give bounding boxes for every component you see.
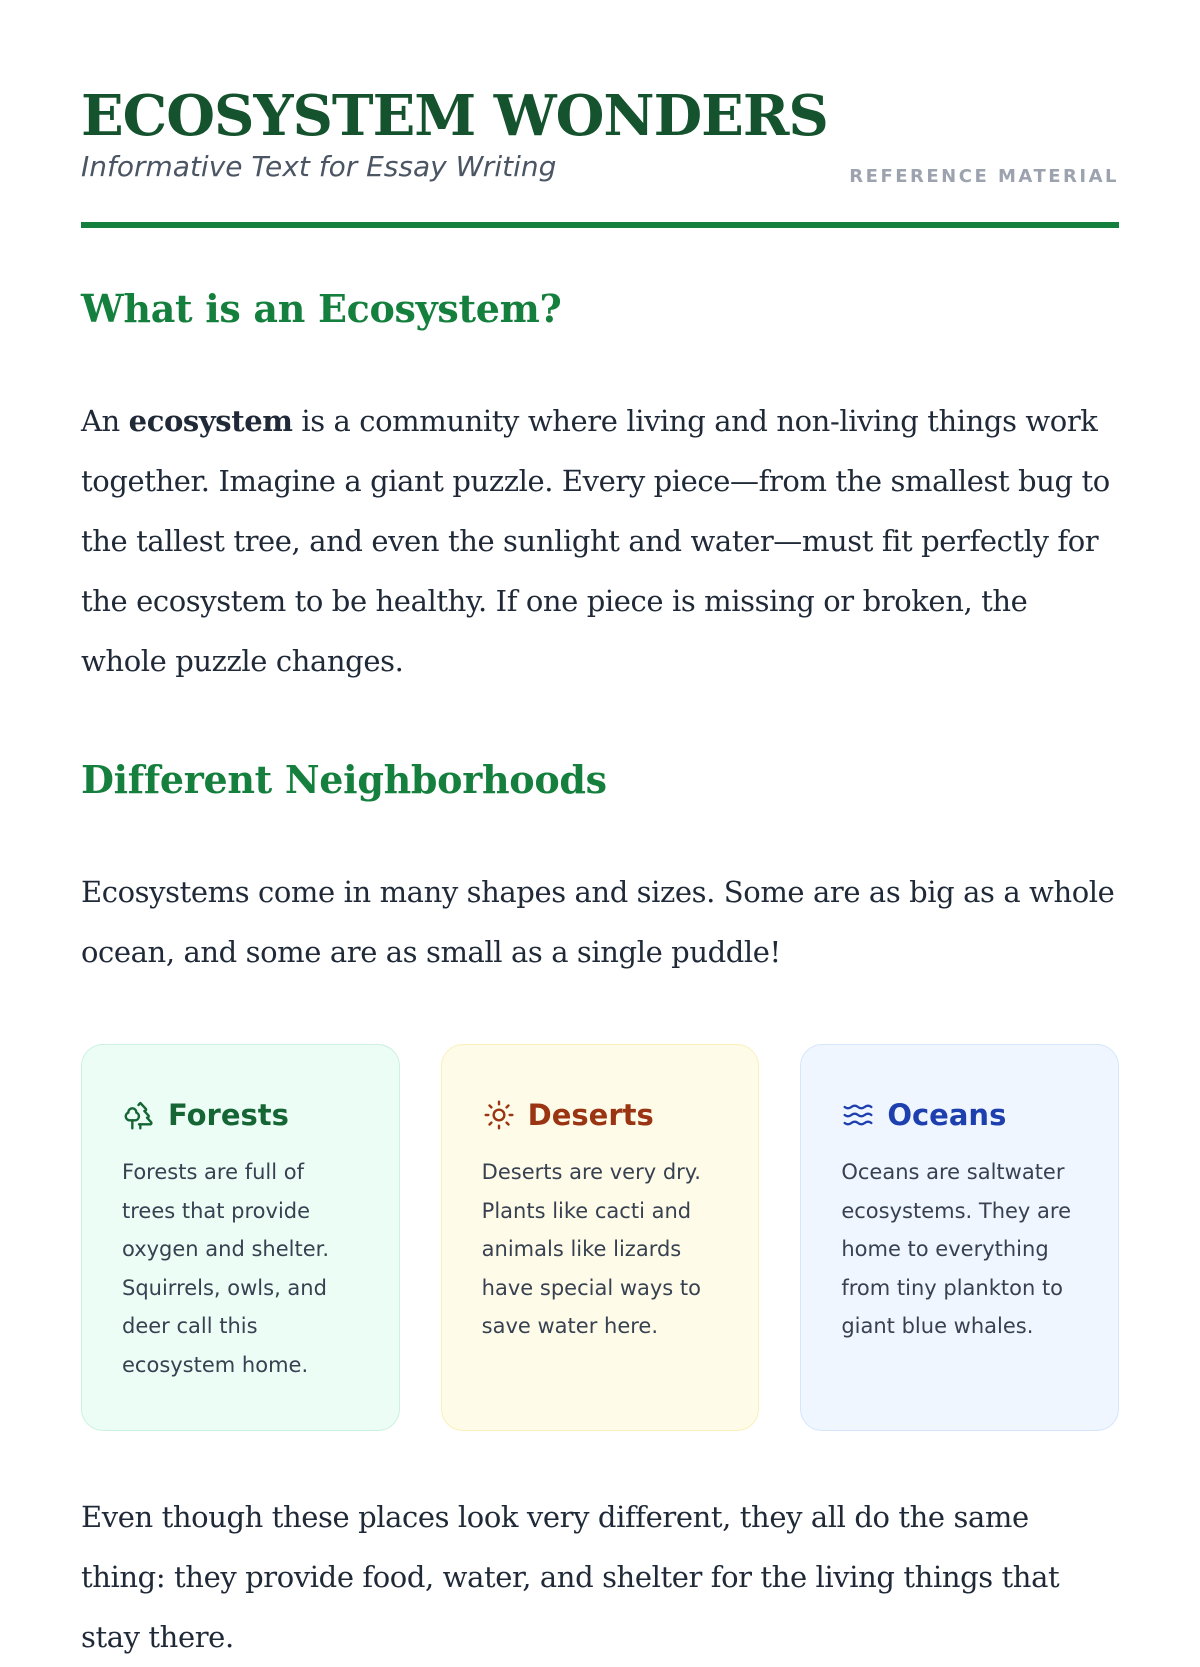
card-header: [841, 1095, 1080, 1135]
card-forests: [81, 1044, 400, 1431]
neighborhoods-paragraph: Ecosystems come in many shapes and sizes. Some are as big as a whole ocean, and some are as small as a single puddle!: [81, 875, 1115, 969]
card-title: Oceans: [887, 1098, 1007, 1132]
section-heading-neighborhoods: Different Neighborhoods: [81, 757, 607, 802]
card-header: [482, 1095, 721, 1135]
card-title: Forests: [168, 1098, 289, 1132]
ecosystem-cards: [81, 1044, 1119, 1431]
intro-rest: is a community where living and non-living things work together. Imagine a giant puzzle. Every piece—from the smallest bug to the tallest tree, and even the sunlight and water—must fit perfectly for the ecosystem to be healthy. If one piece is missing or broken, the whole puzzle changes.: [81, 404, 1110, 678]
sun-icon: [482, 1098, 516, 1132]
card-text: Forests are full of trees that provide oxygen and shelter. Squirrels, owls, and deer call this ecosystem home.: [122, 1160, 330, 1377]
intro-paragraph: [81, 391, 1119, 691]
intro-bold-term: ecosystem: [128, 404, 293, 438]
page-title: ECOSYSTEM WONDERS: [81, 83, 828, 149]
closing-paragraph: Even though these places look very different, they all do the same thing: they provide food, water, and shelter for the living things that stay there.: [81, 1500, 1060, 1654]
card-deserts: [441, 1044, 760, 1431]
waves-icon: [841, 1098, 875, 1132]
section-heading-what-is: What is an Ecosystem?: [81, 286, 562, 331]
card-header: [122, 1095, 361, 1135]
card-text: Oceans are saltwater ecosystems. They are home to everything from tiny plankton to giant blue whales.: [841, 1160, 1071, 1338]
page-header: [81, 0, 1119, 228]
intro-lead: An: [81, 404, 129, 438]
reference-label: REFERENCE MATERIAL: [849, 166, 1119, 187]
trees-icon: [122, 1098, 156, 1132]
card-title: Deserts: [527, 1098, 654, 1132]
card-text: Deserts are very dry. Plants like cacti and animals like lizards have special ways to save water here.: [481, 1160, 701, 1338]
page-subtitle: Informative Text for Essay Writing: [81, 150, 557, 183]
card-oceans: [800, 1044, 1119, 1431]
